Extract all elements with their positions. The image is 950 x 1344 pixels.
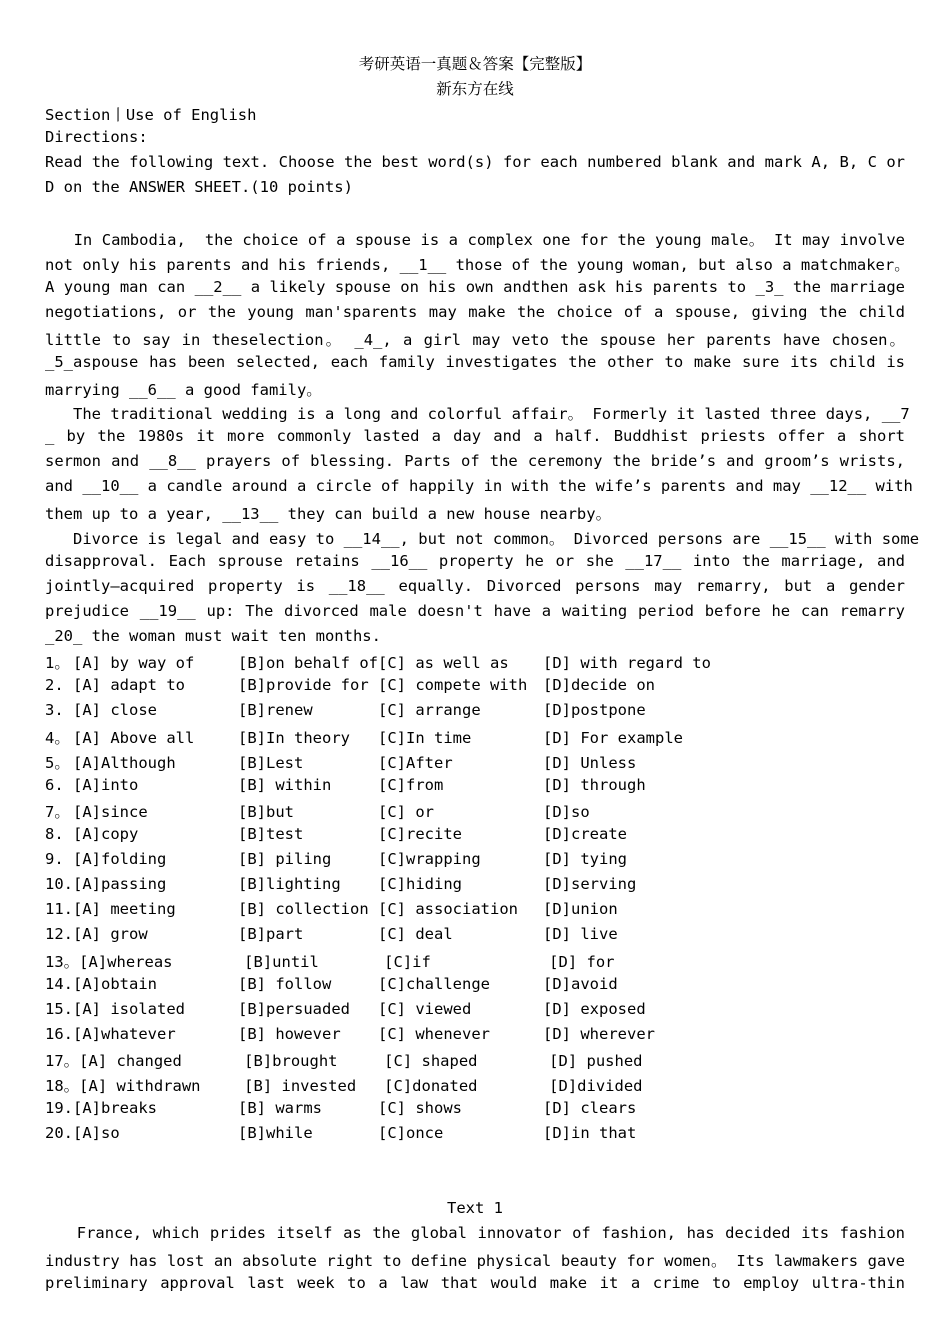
option-c: [C] compete with xyxy=(378,675,528,694)
option-d: [D]divided xyxy=(549,1077,643,1096)
question-row xyxy=(45,651,711,673)
text1-line: preliminary approval last week to a law that would make it a crime to employ ultra-thin xyxy=(45,1274,905,1292)
option-b: [B] invested xyxy=(244,1077,357,1096)
question-number: 3. xyxy=(45,700,64,719)
option-d: [D] clears xyxy=(543,1099,637,1118)
option-a: [A] withdrawn xyxy=(79,1077,201,1096)
option-c: [C]challenge xyxy=(378,974,490,993)
question-row xyxy=(45,726,683,748)
passage-line: prejudice __19__ up: The divorced male doesn't have a waiting period before he can remarry xyxy=(45,602,905,620)
option-a: [A]so xyxy=(73,1124,120,1143)
option-c: [C] viewed xyxy=(378,999,472,1018)
option-a: [A] grow xyxy=(73,924,148,943)
option-a: [A]into xyxy=(73,775,139,794)
option-b: [B] warms xyxy=(238,1099,322,1118)
option-c: [C] or xyxy=(378,803,434,822)
question-number: 15. xyxy=(45,999,73,1018)
question-row xyxy=(45,900,618,918)
option-d: [D]so xyxy=(543,803,590,822)
passage-line: In Cambodia, the choice of a spouse is a complex one for the young male。 It may involve xyxy=(45,231,905,249)
question-number: 2. xyxy=(45,675,64,694)
passage-line: _5_aspouse has been selected, each family investigates the other to make sure its child is xyxy=(45,353,905,371)
question-number: 8. xyxy=(45,825,64,844)
option-a: [A] by way of xyxy=(73,654,195,672)
option-a: [A]whatever xyxy=(73,1024,176,1043)
option-b: [B]test xyxy=(238,825,304,844)
passage-line: _ by the 1980s it more commonly lasted a day and a half. Buddhist priests offer a short xyxy=(45,427,905,445)
option-c: [C]once xyxy=(378,1124,444,1143)
question-number: 9. xyxy=(45,850,64,869)
option-d: [D] for xyxy=(549,952,615,971)
passage-line: little to say in theselection。 _4_, a girl may veto the spouse her parents have chosen。 xyxy=(45,331,905,349)
question-row xyxy=(45,776,646,794)
option-c: [C] deal xyxy=(378,924,453,943)
option-c: [C]donated xyxy=(384,1077,478,1096)
option-d: [D] exposed xyxy=(543,999,646,1018)
option-a: [A]copy xyxy=(73,825,139,844)
question-row xyxy=(45,875,636,893)
option-b: [B]In theory xyxy=(238,728,350,747)
passage-line: jointly—acquired property is __18__ equally. Divorced persons may remarry, but a gender xyxy=(45,577,905,595)
passage-line: them up to a year, __13__ they can build a new house nearby。 xyxy=(45,505,612,523)
document-title: 考研英语一真题＆答案【完整版】 xyxy=(358,55,592,73)
question-row xyxy=(45,1000,646,1018)
question-row xyxy=(45,850,627,868)
option-c: [C]recite xyxy=(378,825,462,844)
question-row xyxy=(45,676,655,694)
question-row xyxy=(45,925,618,943)
passage-line: disapproval. Each sprouse retains __16__ property he or she __17__ into the marriage, and xyxy=(45,552,905,570)
passage-line: The traditional wedding is a long and colorful affair。 Formerly it lasted three days, __7 xyxy=(45,405,910,423)
option-d: [D] pushed xyxy=(549,1052,643,1071)
question-number: 6. xyxy=(45,775,64,794)
option-d: [D] Unless xyxy=(543,753,637,772)
directions-label: Directions: xyxy=(45,128,148,146)
option-a: [A]breaks xyxy=(73,1099,157,1118)
option-d: [D] wherever xyxy=(543,1024,655,1043)
option-a: [A]since xyxy=(73,803,148,822)
option-b: [B] piling xyxy=(238,850,332,869)
question-number: 7。 xyxy=(45,803,70,822)
question-row xyxy=(45,1074,643,1096)
directions-text: D on the ANSWER SHEET.(10 points) xyxy=(45,178,353,196)
option-b: [B]on behalf of xyxy=(238,654,378,672)
question-number: 4。 xyxy=(45,728,70,747)
option-d: [D] live xyxy=(543,924,618,943)
option-a: [A]obtain xyxy=(73,974,157,993)
option-a: [A] changed xyxy=(79,1052,182,1071)
question-number: 18。 xyxy=(45,1077,80,1096)
option-b: [B]renew xyxy=(238,700,313,719)
option-c: [C]wrapping xyxy=(378,850,481,869)
option-c: [C] as well as xyxy=(378,654,509,672)
passage-line: and __10__ a candle around a circle of happily in with the wife’s parents and may __12__ with xyxy=(45,477,913,495)
question-number: 14. xyxy=(45,974,73,993)
passage-line: _20_ the woman must wait ten months. xyxy=(45,627,381,645)
option-a: [A]Although xyxy=(73,753,176,772)
passage-line: A young man can __2__ a likely spouse on his own andthen ask his parents to _3_ the marriage xyxy=(45,278,905,296)
option-c: [C]After xyxy=(378,753,453,772)
option-d: [D]serving xyxy=(543,875,637,894)
option-c: [C] arrange xyxy=(378,700,481,719)
directions-text: Read the following text. Choose the best word(s) for each numbered blank and mark A, B, C or xyxy=(45,153,905,171)
question-row xyxy=(45,701,646,719)
option-d: [D]create xyxy=(543,825,627,844)
option-b: [B]until xyxy=(244,952,319,971)
question-number: 19. xyxy=(45,1099,73,1118)
option-b: [B]persuaded xyxy=(238,999,350,1018)
option-a: [A] isolated xyxy=(73,999,185,1018)
text1-heading: Text 1 xyxy=(447,1199,503,1217)
option-d: [D] tying xyxy=(543,850,627,869)
question-row xyxy=(45,1049,643,1071)
section-heading: Section丨Use of English xyxy=(45,106,257,124)
question-number: 13。 xyxy=(45,952,80,971)
question-number: 12. xyxy=(45,924,73,943)
option-c: [C] shows xyxy=(378,1099,462,1118)
question-row xyxy=(45,825,627,843)
question-number: 11. xyxy=(45,900,73,918)
question-number: 10. xyxy=(45,875,73,894)
option-b: [B] follow xyxy=(238,974,332,993)
option-c: [C] association xyxy=(378,900,518,918)
passage-line: negotiations, or the young man'sparents may make the choice of a spouse, giving the child xyxy=(45,303,905,321)
option-b: [B]provide for xyxy=(238,675,369,694)
option-d: [D]decide on xyxy=(543,675,655,694)
question-number: 5。 xyxy=(45,753,70,772)
option-a: [A] close xyxy=(73,700,157,719)
option-c: [C]In time xyxy=(378,728,472,747)
question-number: 17。 xyxy=(45,1052,80,1071)
option-a: [A]passing xyxy=(73,875,167,894)
option-a: [A] adapt to xyxy=(73,675,185,694)
passage-line: Divorce is legal and easy to __14__, but not common。 Divorced persons are __15__ with some xyxy=(45,530,920,548)
question-number: 16. xyxy=(45,1024,73,1043)
option-b: [B] within xyxy=(238,775,332,794)
option-b: [B]but xyxy=(238,803,294,822)
option-d: [D]union xyxy=(543,900,618,918)
question-number: 20. xyxy=(45,1124,73,1143)
option-a: [A]whereas xyxy=(79,952,173,971)
text1-line: industry has lost an absolute right to define physical beauty for women。 Its lawmakers gave xyxy=(45,1252,905,1270)
question-row xyxy=(45,800,590,822)
option-c: [C] shaped xyxy=(384,1052,478,1071)
option-c: [C]if xyxy=(384,952,431,971)
option-c: [C]from xyxy=(378,775,444,794)
question-row xyxy=(45,1099,636,1117)
document-subtitle: 新东方在线 xyxy=(436,80,514,98)
question-row xyxy=(45,751,636,773)
question-row xyxy=(45,975,618,993)
text1-line: France, which prides itself as the global innovator of fashion, has decided its fashion xyxy=(45,1224,905,1242)
option-d: [D]postpone xyxy=(543,700,646,719)
option-a: [A] Above all xyxy=(73,728,195,747)
passage-line: sermon and __8__ prayers of blessing. Parts of the ceremony the bride’s and groom’s wrists, xyxy=(45,452,905,470)
option-b: [B] collection xyxy=(238,900,369,918)
question-row xyxy=(45,1124,636,1142)
question-row xyxy=(45,950,615,972)
option-d: [D] For example xyxy=(543,728,683,747)
option-a: [A]folding xyxy=(73,850,167,869)
question-number: 1。 xyxy=(45,654,70,672)
option-d: [D] through xyxy=(543,775,646,794)
passage-line: marrying __6__ a good family。 xyxy=(45,381,322,399)
option-c: [C]hiding xyxy=(378,875,462,894)
option-a: [A] meeting xyxy=(73,900,176,918)
option-b: [B]while xyxy=(238,1124,313,1143)
option-d: [D] with regard to xyxy=(543,654,711,672)
option-b: [B]Lest xyxy=(238,753,304,772)
passage-line: not only his parents and his friends, __1__ those of the young woman, but also a matchmaker。 xyxy=(45,256,910,274)
question-row xyxy=(45,1025,655,1043)
option-c: [C] whenever xyxy=(378,1024,490,1043)
option-b: [B] however xyxy=(238,1024,341,1043)
option-b: [B]part xyxy=(238,924,304,943)
option-d: [D]in that xyxy=(543,1124,637,1143)
option-b: [B]brought xyxy=(244,1052,338,1071)
option-d: [D]avoid xyxy=(543,974,618,993)
option-b: [B]lighting xyxy=(238,875,341,894)
